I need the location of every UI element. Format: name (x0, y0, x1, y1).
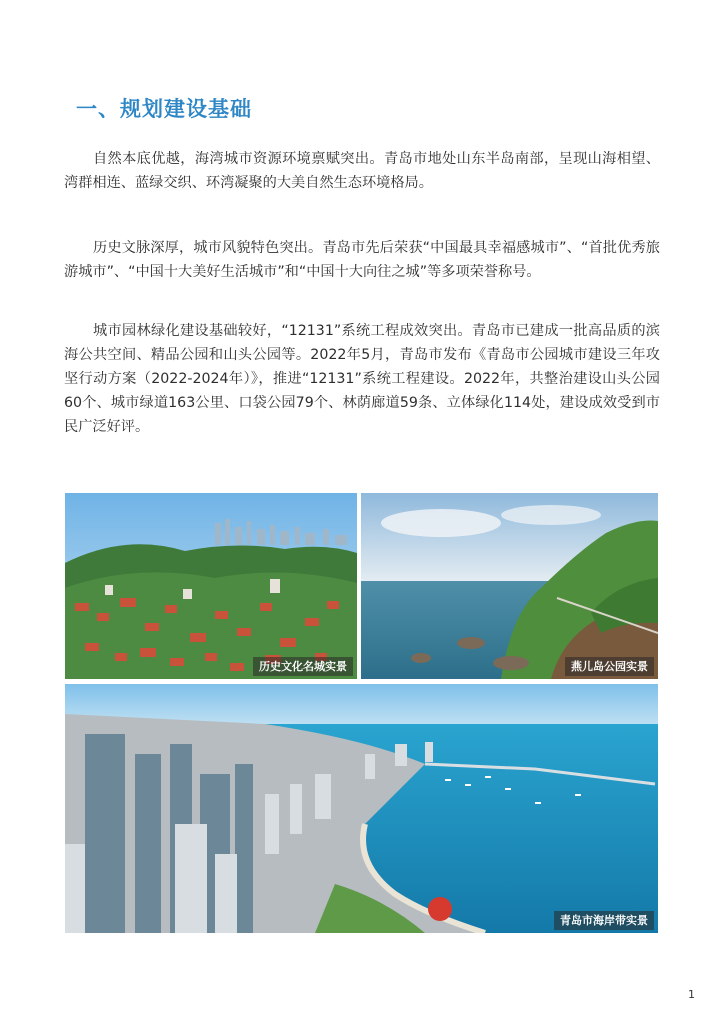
paragraph-natural-environment: 自然本底优越，海湾城市资源环境禀赋突出。青岛市地处山东半岛南部，呈现山海相望、湾群相连、蓝绿交织、环湾凝聚的大美自然生态环境格局。 (64, 151, 660, 191)
section-heading: 一、规划建设基础 (76, 97, 252, 121)
paragraph-history-culture: 历史文脉深厚，城市风貌特色突出。青岛市先后荣获“中国最具幸福感城市”、“首批优秀旅游城市”、“中国十大美好生活城市”和“中国十大向往之城”等多项荣誉称号。 (64, 240, 660, 280)
qingdao-coastline-photo (65, 684, 658, 933)
historic-city-caption: 历史文化名城实景 (253, 657, 353, 676)
yaner-island-caption: 燕儿岛公园实景 (565, 657, 654, 676)
yaner-island-park-photo (361, 493, 658, 679)
page-number: 1 (688, 988, 695, 1001)
qingdao-coastline-caption: 青岛市海岸带实景 (554, 911, 654, 930)
paragraph-green-construction: 城市园林绿化建设基础较好，“12131”系统工程成效突出。青岛市已建成一批高品质的滨海公共空间、精品公园和山头公园等。2022年5月，青岛市发布《青岛市公园城市建设三年攻坚行动方案（2022-2024年）》，推进“12131”系统工程建设。2022年，共整治建设山头公园60个、城市绿道163公里、口袋公园79个、林荫廊道59条、立体绿化114处，建设成效受到市民广泛好评。 (64, 323, 660, 435)
historic-city-photo (65, 493, 357, 679)
